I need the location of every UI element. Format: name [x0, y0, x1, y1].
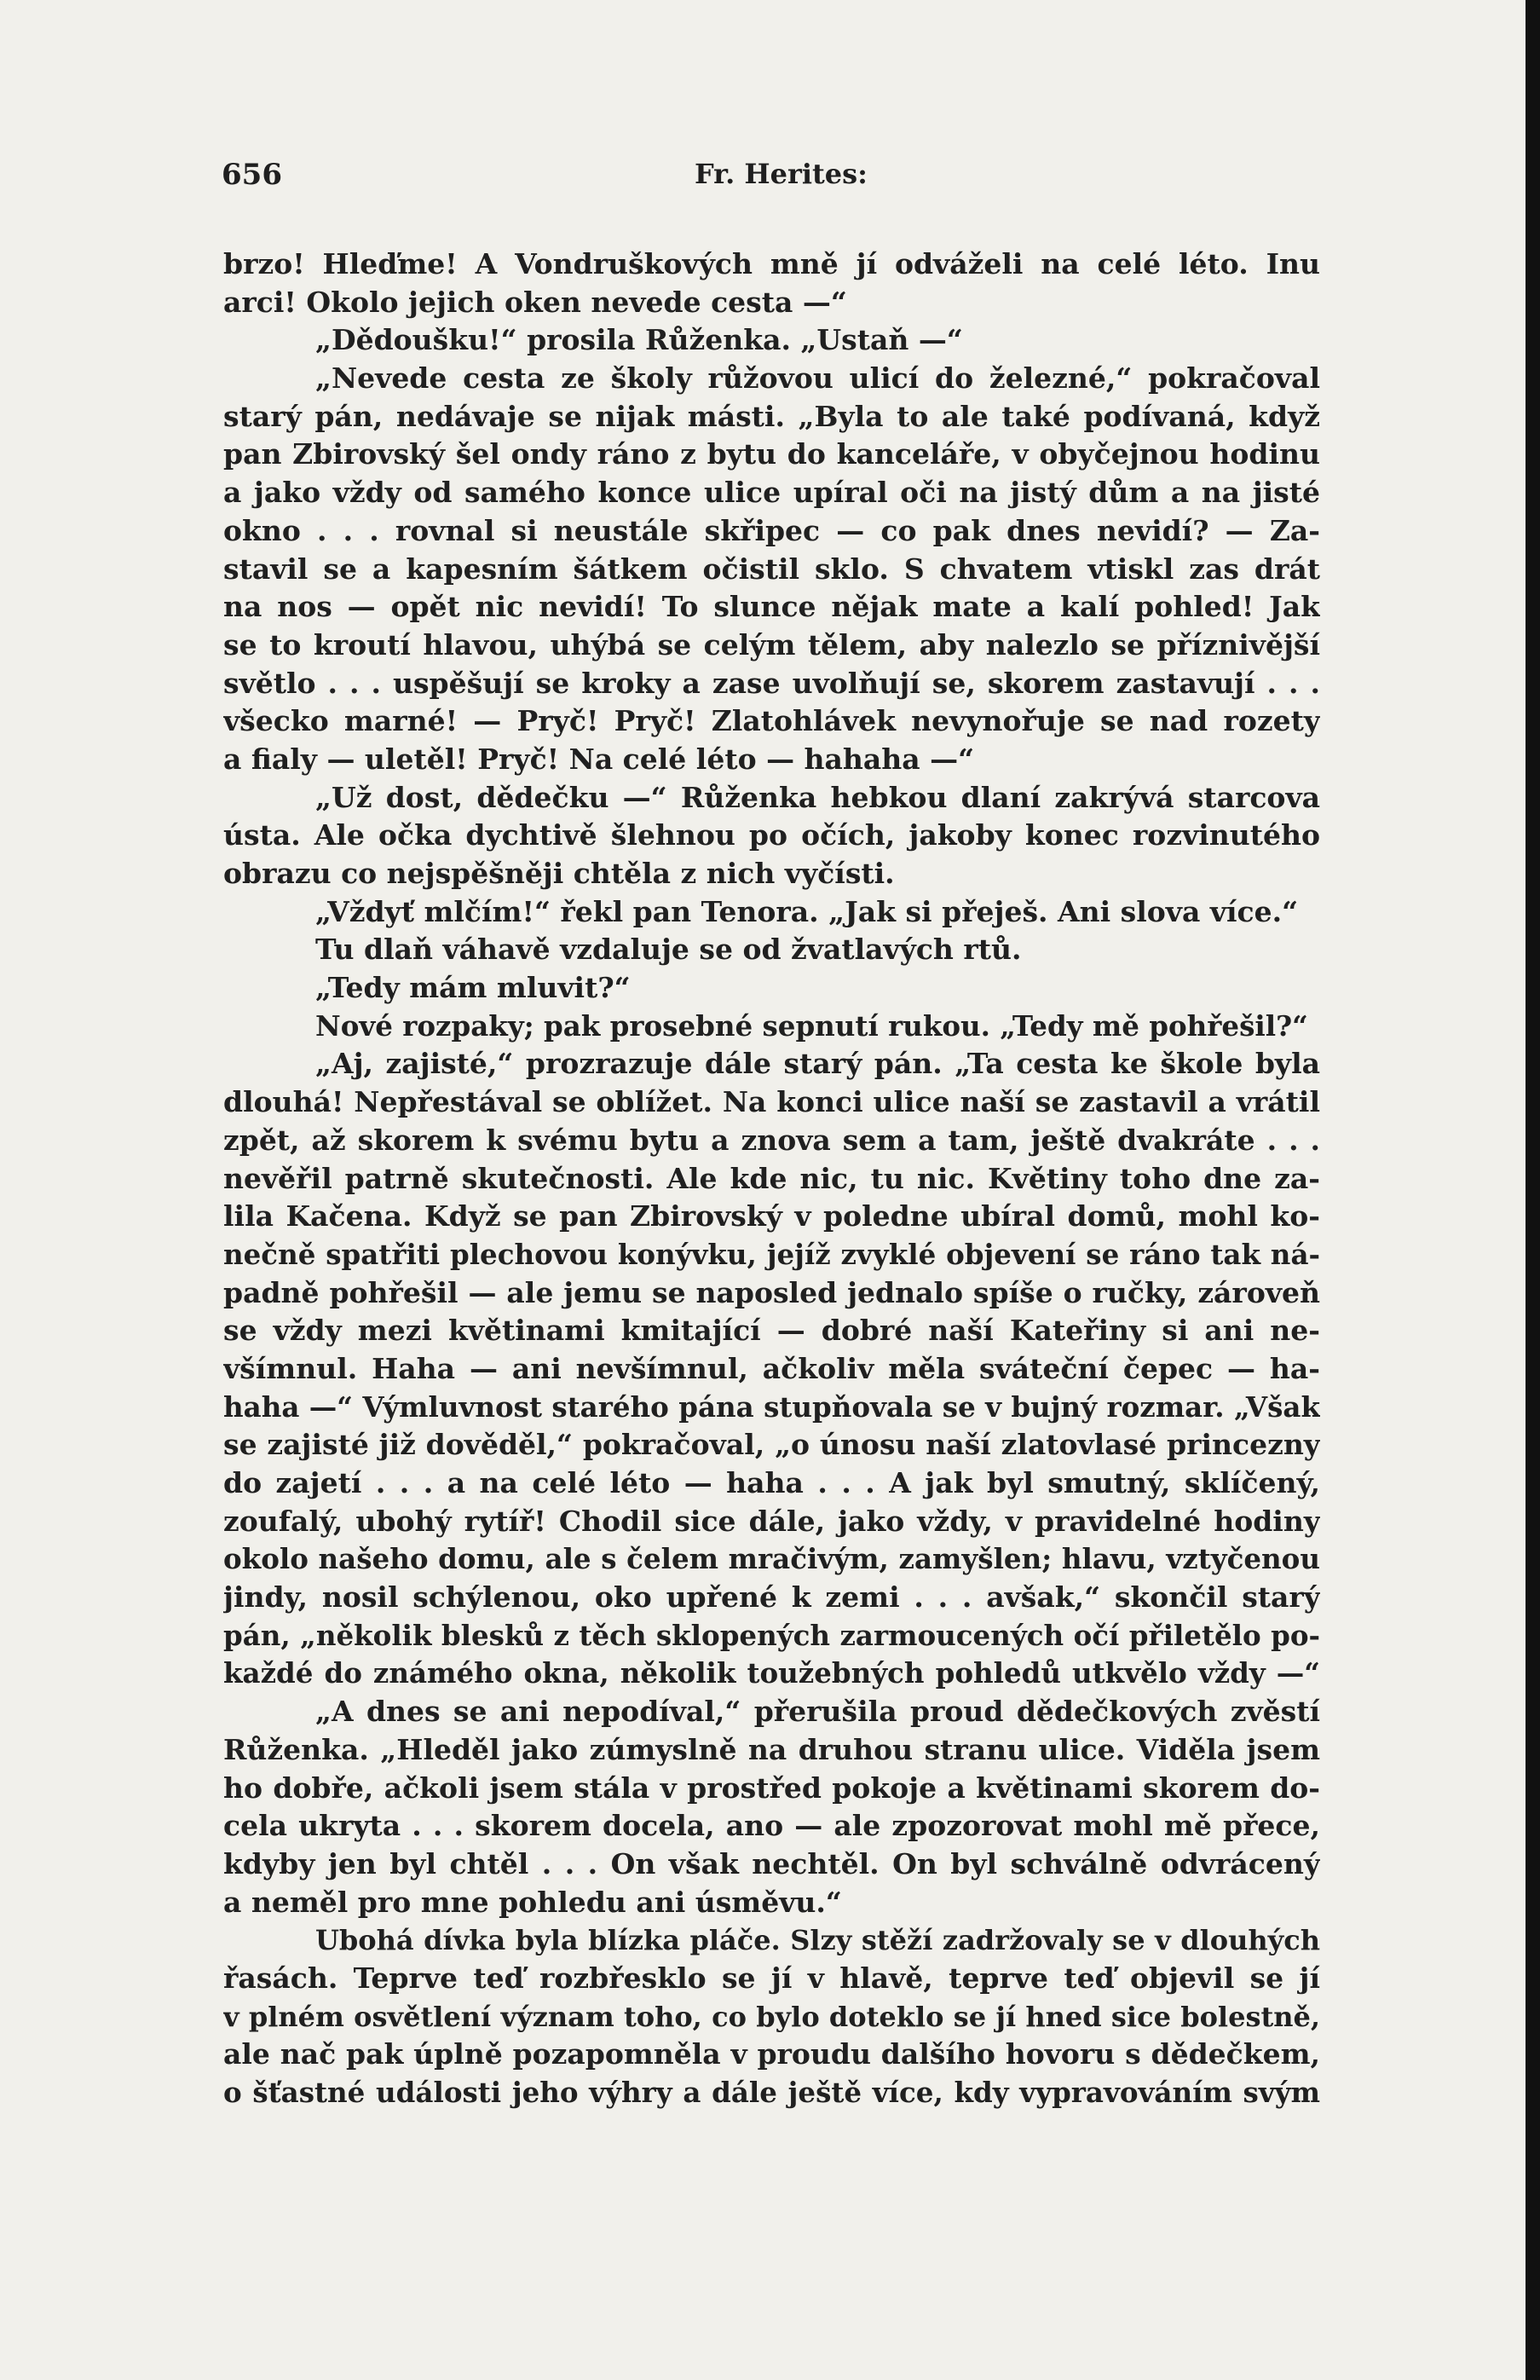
text-line: všímnul. Haha — ani nevšímnul, ačkoliv měla sváteční čepec — ha-	[223, 1351, 1320, 1385]
text-line: „Aj, zajisté,“ prozrazuje dále starý pán. „Ta cesta ke škole byla	[315, 1047, 1320, 1081]
text-line: zpět, až skorem k svému bytu a znova sem a tam, ještě dvakráte . . .	[223, 1123, 1320, 1157]
text-line: ale nač pak úplně pozapomněla v proudu dalšího hovoru s dědečkem,	[223, 2037, 1320, 2071]
text-line: Růženka. „Hleděl jako zúmyslně na druhou stranu ulice. Viděla jsem	[223, 1732, 1320, 1766]
text-line: Ubohá dívka byla blízka pláče. Slzy stěží zadržovaly se v dlouhých	[315, 1924, 1320, 1957]
text-line: „Vždyť mlčím!“ řekl pan Tenora. „Jak si přeješ. Ani slova více.“	[315, 894, 1299, 928]
text-line: stavil se a kapesním šátkem očistil sklo. S chvatem vtiskl zas drát	[223, 552, 1320, 586]
text-line: lila Kačena. Když se pan Zbirovský v poledne ubíral domů, mohl ko-	[223, 1199, 1320, 1233]
text-line: v plném osvětlení význam toho, co bylo doteklo se jí hned sice bolestně,	[223, 2000, 1320, 2033]
text-line: ho dobře, ačkoli jsem stála v prostřed pokoje a květinami skorem do-	[223, 1771, 1320, 1805]
text-line: pan Zbirovský šel ondy ráno z bytu do kanceláře, v obyčejnou hodinu	[223, 437, 1320, 471]
scan-edge	[1526, 0, 1540, 2380]
text-line: okno . . . rovnal si neustále skřipec — co pak dnes nevidí? — Za-	[223, 513, 1320, 547]
text-line: a neměl pro mne pohledu ani úsměvu.“	[223, 1885, 842, 1919]
text-line: a jako vždy od samého konce ulice upíral oči na jistý dům a na jisté	[223, 476, 1320, 510]
text-line: jindy, nosil schýlenou, oko upřené k zemi . . . avšak,“ skončil starý	[223, 1580, 1320, 1615]
text-line: arci! Okolo jejich oken nevede cesta —“	[223, 285, 847, 319]
text-line: ústa. Ale očka dychtivě šlehnou po očích, jakoby konec rozvinutého	[223, 818, 1320, 852]
text-line: haha —“ Výmluvnost starého pána stupňovala se v bujný rozmar. „Však	[223, 1389, 1320, 1424]
text-line: starý pán, nedávaje se nijak másti. „Byla to ale také podívaná, když	[223, 399, 1320, 433]
body-text	[223, 246, 1320, 2112]
text-line: všecko marné! — Pryč! Pryč! Zlatohlávek nevynořuje se nad rozety	[223, 704, 1320, 738]
text-line: o šťastné události jeho výhry a dále ještě více, kdy vypravováním svým	[223, 2076, 1320, 2109]
page-number: 656	[222, 158, 282, 192]
text-line: padně pohřešil — ale jemu se naposled jednalo spíše o ručky, zároveň	[223, 1275, 1320, 1309]
text-line: každé do známého okna, několik toužebných pohledů utkvělo vždy —“	[223, 1656, 1320, 1690]
text-line: Nové rozpaky; pak prosebné sepnutí rukou. „Tedy mě pohřešil?“	[315, 1008, 1308, 1043]
text-line: „Už dost, dědečku —“ Růženka hebkou dlaní zakrývá starcova	[315, 780, 1320, 814]
text-line: „Nevede cesta ze školy růžovou ulicí do železné,“ pokračoval	[315, 361, 1320, 396]
text-line: se zajisté již dověděl,“ pokračoval, „o únosu naší zlatovlasé princezny	[223, 1428, 1320, 1462]
text-line: nevěřil patrně skutečnosti. Ale kde nic, tu nic. Květiny toho dne za-	[223, 1161, 1320, 1195]
text-line: Tu dlaň váhavě vzdaluje se od žvatlavých rtů.	[315, 933, 1022, 967]
text-line: a fialy — uletěl! Pryč! Na celé léto — hahaha —“	[223, 742, 975, 776]
text-line: řasách. Teprve teď rozbřesklo se jí v hlavě, teprve teď objevil se jí	[223, 1961, 1320, 1995]
text-line: se to kroutí hlavou, uhýbá se celým tělem, aby nalezlo se příznivější	[223, 627, 1320, 661]
text-line: světlo . . . uspěšují se kroky a zase uvolňují se, skorem zastavují . . .	[223, 666, 1320, 700]
text-line: pán, „několik blesků z těch sklopených zarmoucených očí přiletělo po-	[223, 1618, 1320, 1652]
page-header	[222, 158, 1321, 209]
text-line: kdyby jen byl chtěl . . . On však nechtěl. On byl schválně odvrácený	[223, 1846, 1320, 1880]
text-line: „Dědoušku!“ prosila Růženka. „Ustaň —“	[315, 323, 963, 357]
text-line: nečně spatřiti plechovou konývku, jejíž zvyklé objevení se ráno tak ná-	[223, 1237, 1320, 1271]
text-line: brzo! Hleďme! A Vondruškových mně jí odváželi na celé léto. Inu	[223, 247, 1320, 280]
text-line: okolo našeho domu, ale s čelem mračivým, zamyšlen; hlavu, vztyčenou	[223, 1542, 1320, 1576]
text-line: dlouhá! Nepřestával se oblížet. Na konci ulice naší se zastavil a vrátil	[223, 1085, 1320, 1119]
text-line: obrazu co nejspěšněji chtěla z nich vyčísti.	[223, 857, 895, 890]
text-line: do zajetí . . . a na celé léto — haha . . . A jak byl smutný, sklíčený,	[223, 1466, 1320, 1499]
text-line: „A dnes se ani nepodíval,“ přerušila proud dědečkových zvěstí	[315, 1695, 1320, 1729]
text-line: cela ukryta . . . skorem docela, ano — ale zpozorovat mohl mě přece,	[223, 1809, 1320, 1843]
running-head: Fr. Herites:	[695, 158, 868, 190]
text-line: na nos — opět nic nevidí! To slunce nějak mate a kalí pohled! Jak	[223, 590, 1320, 624]
text-line: „Tedy mám mluvit?“	[315, 971, 631, 1005]
text-line: zoufalý, ubohý rytíř! Chodil sice dále, jako vždy, v pravidelné hodiny	[223, 1504, 1320, 1538]
text-line: se vždy mezi květinami kmitající — dobré naší Kateřiny si ani ne-	[223, 1314, 1320, 1348]
